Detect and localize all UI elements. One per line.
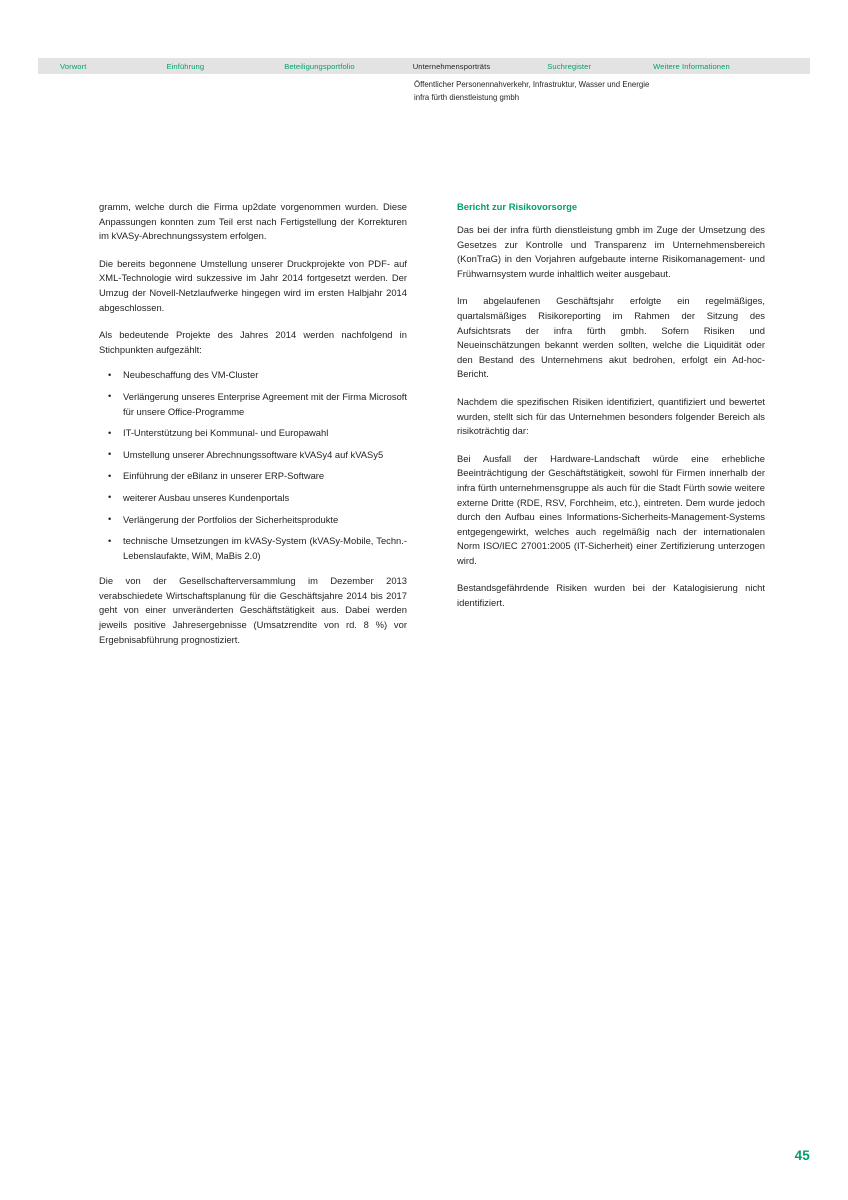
paragraph: Nachdem die spezifischen Risiken identifiziert, quantifiziert und bewertet wurden, stellt sich für das Unternehmen besonders folgender Bereich als risikoträchtig dar: [457,395,765,437]
list-item: • Neubeschaffung des VM-Cluster [99,368,407,383]
list-item: • Verlängerung unseres Enterprise Agreement mit der Firma Microsoft für unsere Office-Programme [99,390,407,419]
top-navigation-bar [38,58,810,74]
nav-items [38,58,810,74]
page-body [99,200,765,660]
paragraph: Bestandsgefährdende Risiken wurden bei der Katalogisierung nicht identifiziert. [457,582,765,609]
nav-item-weitere-informationen[interactable]: Weitere Informationen [653,61,730,71]
page-number: 45 [794,1148,810,1163]
paragraph: Als bedeutende Projekte des Jahres 2014 werden nachfolgend in Stichpunkten aufgezählt: [99,329,407,355]
list-item: • Einführung der eBilanz in unserer ERP-Software [99,469,407,484]
list-item: • Umstellung unserer Abrechnungssoftware kVASy4 auf kVASy5 [99,448,407,463]
nav-item-einfuehrung[interactable]: Einführung [166,61,205,71]
right-column [457,200,765,624]
nav-item-suchregister[interactable]: Suchregister [547,61,592,71]
paragraph: Im abgelaufenen Geschäftsjahr erfolgte ein regelmäßiges, quartalsmäßiges Risikoreporting im Rahmen der Sitzung des Aufsichtsrats der infra fürth gmbh. Sofern Risiken und Neueinschätzungen bekannt werden sollten, welche die Liquidität oder den Bestand des Unternehmens akut bedrohen, erfolgt ein Ad-hoc-Bericht. [457,295,765,380]
paragraph: Das bei der infra fürth dienstleistung gmbh im Zuge der Umsetzung des Gesetzes zur Kontrolle und Transparenz im Unternehmensbereich (KonTraG) in den Vorjahren aufgebaute interne Risikomanagement- und Frühwarnsystem wurde inhaltlich weiter ausgebaut. [457,224,765,279]
nav-item-unternehmensportraets[interactable]: Unternehmensporträts [412,61,491,71]
running-head-line-2: infra fürth dienstleistung gmbh [414,92,520,102]
list-item: • weiterer Ausbau unseres Kundenportals [99,491,407,506]
list-item: • Verlängerung der Portfolios der Sicherheitsprodukte [99,513,407,528]
project-bullet-list [99,368,407,563]
nav-item-beteiligungsportfolio[interactable]: Beteiligungsportfolio [284,61,355,71]
running-head-line-1: Öffentlicher Personennahverkehr, Infrastruktur, Wasser und Energie [414,80,650,89]
section-heading-risikovorsorge: Bericht zur Risikovorsorge [457,201,578,212]
left-column [99,200,407,660]
running-head [414,79,814,104]
paragraph: Die bereits begonnene Umstellung unserer Druckprojekte von PDF- auf XML-Technologie wird sukzessive im Jahr 2014 fortgesetzt werden. Der Umzug der Novell-Netzlaufwerke hingegen wird im ersten Halbjahr 2014 abgeschlossen. [99,257,407,313]
list-item: • technische Umsetzungen im kVASy-System (kVASy-Mobile, Techn.-Lebenslaufakte, WiM, MaBis 2.0) [99,534,407,563]
paragraph: gramm, welche durch die Firma up2date vorgenommen wurden. Diese Anpassungen konnten zum Teil erst nach Fertigstellung der Korrekturen im kVASy-Abrechnungssystem erfolgen. [99,201,407,242]
paragraph: Die von der Gesellschafterversammlung im Dezember 2013 verabschiedete Wirtschaftsplanung für die Geschäftsjahre 2014 bis 2017 geht von einer unveränderten Geschäftstätigkeit aus. Dabei werden jeweils positive Jahresergebnisse (Umsatzrendite von rd. 8 %) vor Ergebnisabführung prognostiziert. [99,575,407,645]
paragraph: Bei Ausfall der Hardware-Landschaft würde eine erhebliche Beeinträchtigung der Geschäftstätigkeit, sowohl für Firmen innerhalb der infra fürth unternehmensgruppe als auch für die Stadt Fürth sowie weitere externe Dritte (RDE, RSV, Forchheim, etc.), eintreten. Dem wurde jedoch durch den Aufbau eines Informations-Sicherheits-Management-Systems entgegengewirkt, welches auch regelmäßig nach der internationalen Norm ISO/IEC 27001:2005 (IT-Sicherheit) einer Zertifizierung unterzogen wird. [457,452,765,566]
list-item: • IT-Unterstützung bei Kommunal- und Europawahl [99,426,407,441]
nav-item-vorwort[interactable]: Vorwort [60,61,87,71]
